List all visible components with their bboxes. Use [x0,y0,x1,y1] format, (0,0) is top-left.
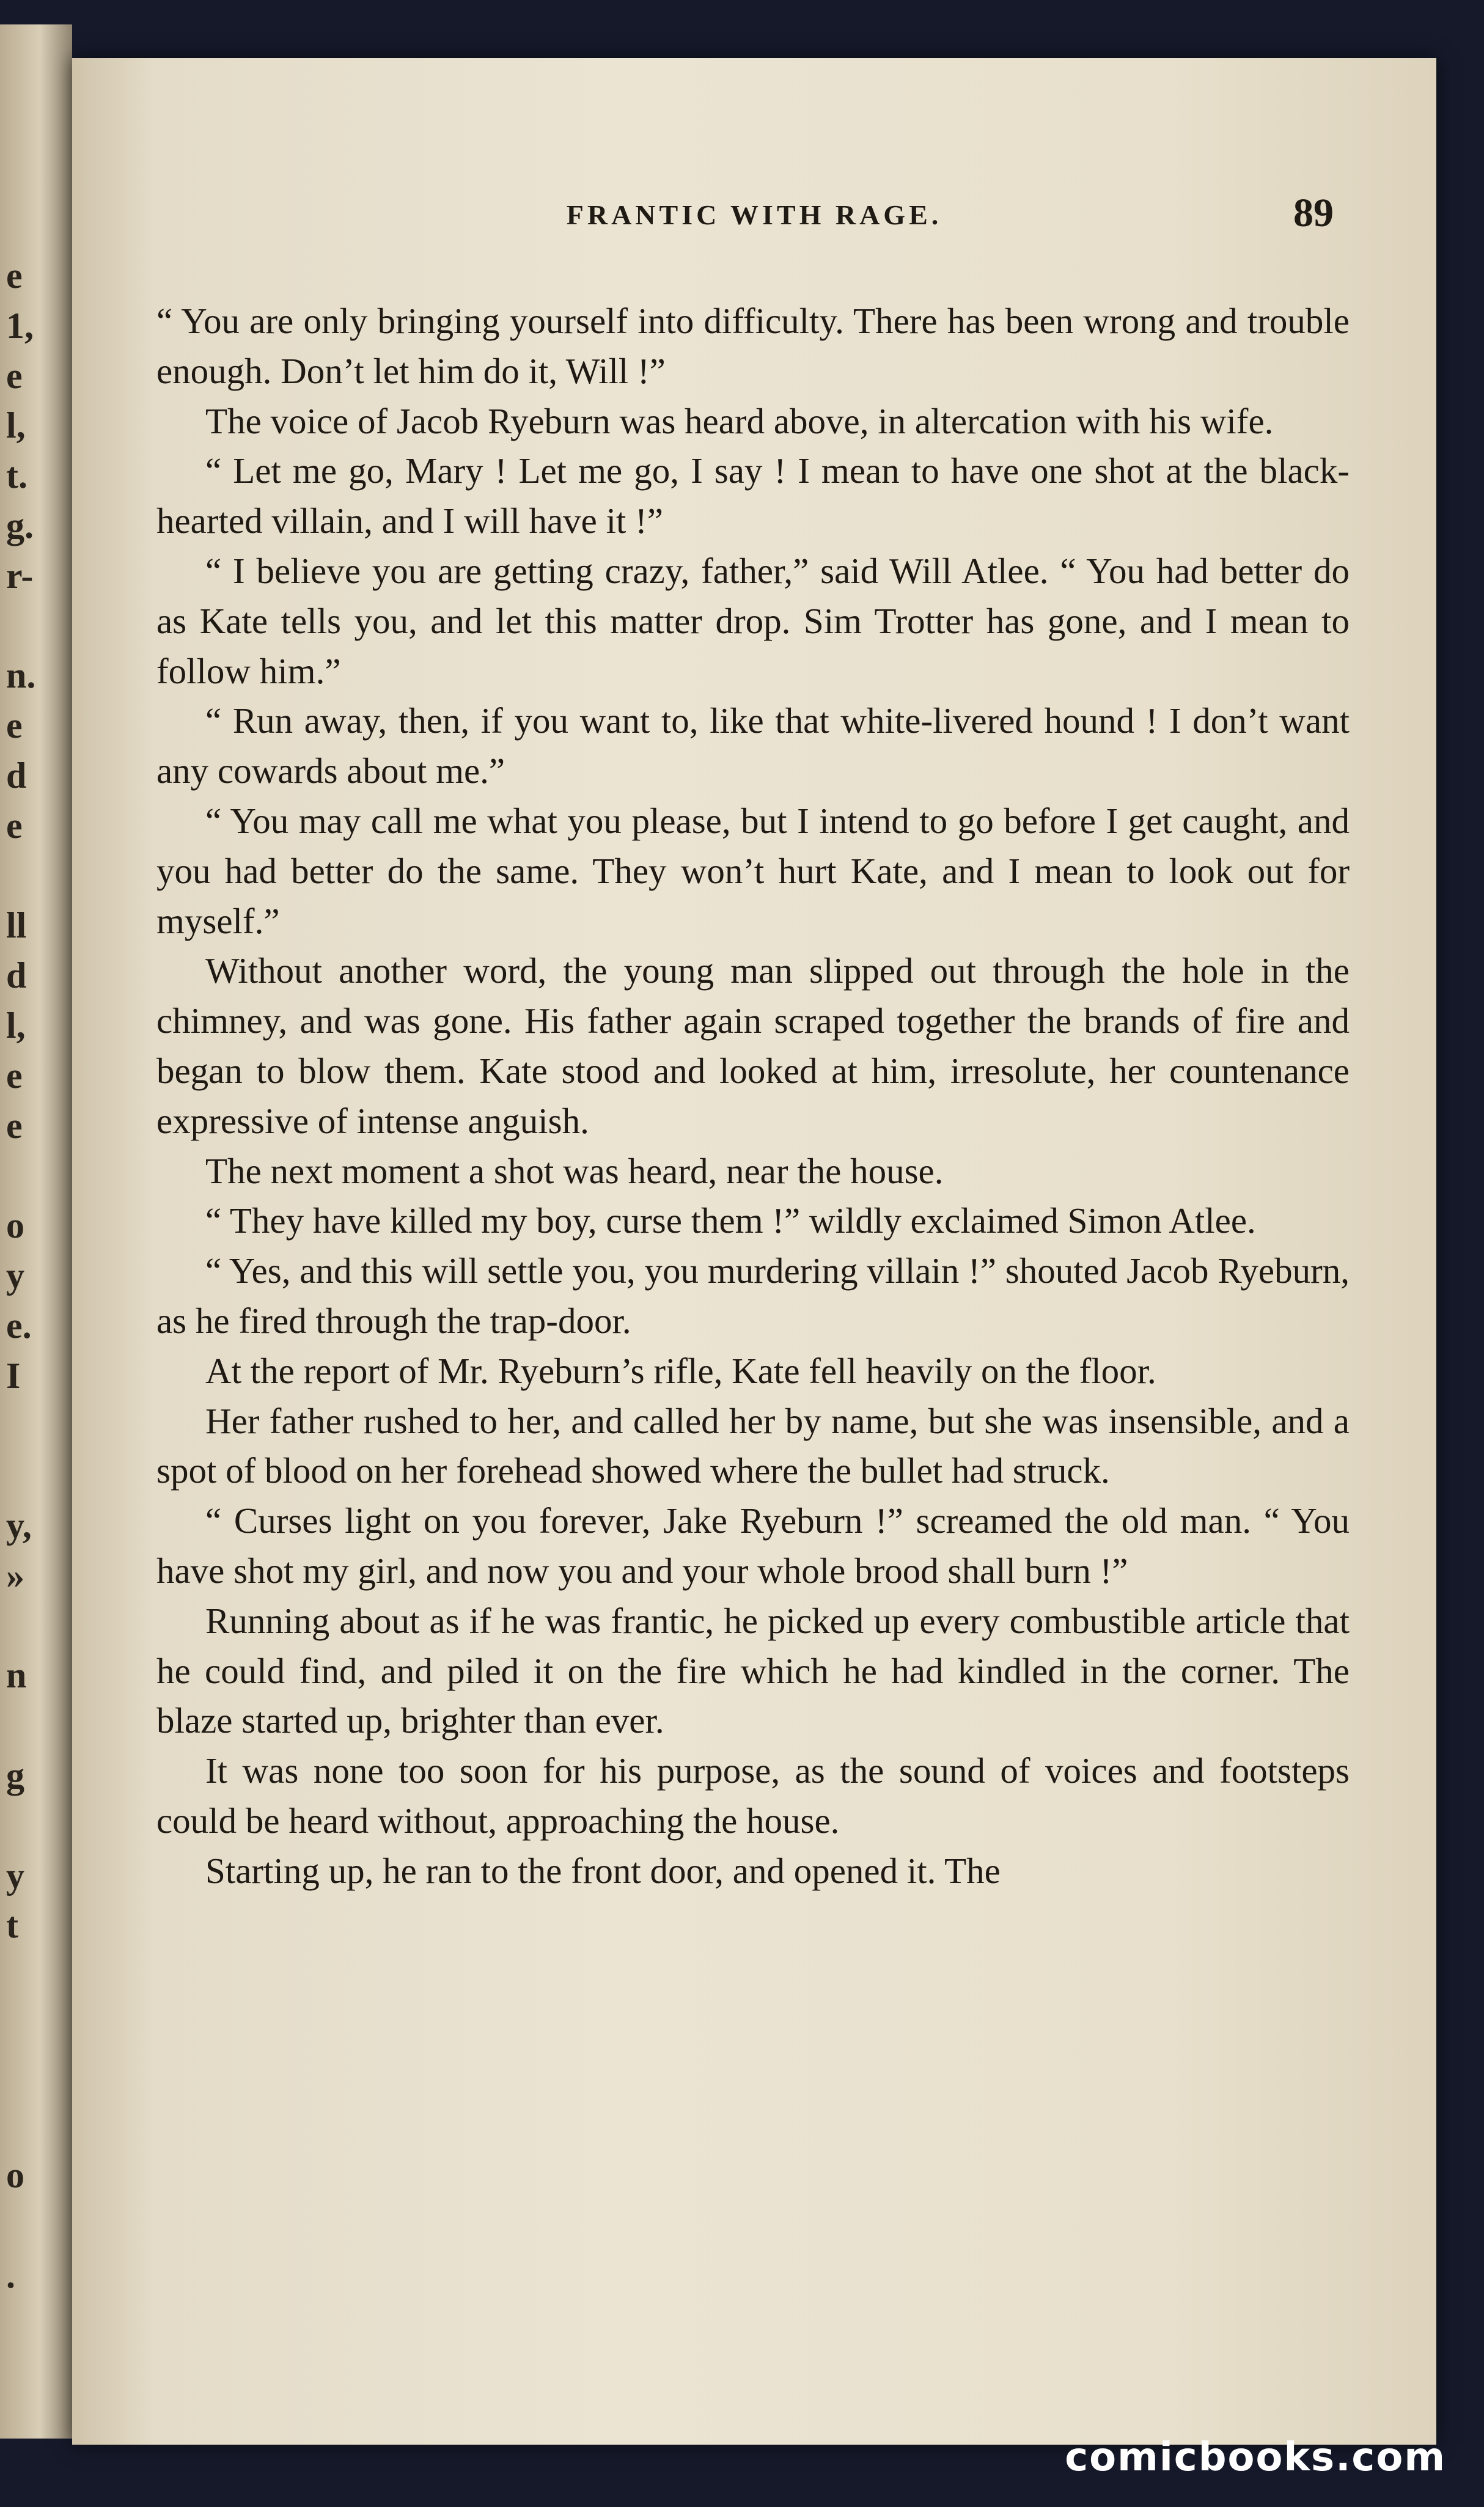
facing-page-fragment: y, [6,1505,32,1546]
facing-page-fragment: e [6,1105,23,1146]
facing-page-fragment: y [6,1255,24,1296]
book-page [72,58,1436,2445]
paragraph: “ Curses light on you forever, Jake Ryeburn !” screamed the old man. “ You have shot my girl, and now you and your whole brood shall burn !” [156,1500,1350,1591]
facing-page-fragment: » [6,1555,24,1596]
facing-page-fragment: ll [6,905,27,946]
facing-page-fragment: t [6,1905,18,1946]
page-header [72,191,1436,254]
paragraph: The next moment a shot was heard, near the house. [205,1150,944,1191]
facing-page-fragment: I [6,1355,21,1396]
facing-page-fragment: e [6,255,23,296]
paragraph: The voice of Jacob Ryeburn was heard above, in altercation with his wife. [205,400,1274,441]
facing-page-fragment: e [6,805,23,846]
facing-page-fragment: y [6,1855,24,1896]
paragraph: Starting up, he ran to the front door, and opened it. The [205,1850,1001,1891]
facing-page-fragment: e. [6,1305,32,1346]
paragraph: “ I believe you are getting crazy, father,” said Will Atlee. “ You had better do as Kate tells you, and let this matter drop. Sim Trotter has gone, and I mean to follow him.” [156,550,1350,691]
running-head: FRANTIC WITH RAGE. [566,199,942,230]
page-number: 89 [1293,191,1334,235]
facing-page-fragment: e [6,355,23,396]
facing-page-fragment: n [6,1655,27,1696]
paragraph: Running about as if he was frantic, he picked up every combustible article that he could find, and piled it on the fire which he had kindled in the corner. The blaze started up, brighter than ever. [156,1600,1350,1741]
paragraph: Without another word, the young man slipped out through the hole in the chimney, and was gone. His father again scraped together the brands of fire and began to blow them. Kate stood and looked at him, irresolute, her countenance expressive of intense anguish. [156,950,1350,1141]
facing-page-fragment: e [6,1055,23,1096]
facing-page-fragment: e [6,705,23,746]
facing-page-fragment: r- [6,555,34,596]
facing-page-fragment: d [6,955,27,996]
paragraph: “ Yes, and this will settle you, you murdering villain !” shouted Jacob Ryeburn, as he fired through the trap-door. [156,1250,1350,1341]
paragraph: “ You are only bringing yourself into difficulty. There has been wrong and trouble enough. Don’t let him do it, Will !” [156,301,1350,391]
facing-page-fragment: n. [6,655,36,696]
facing-page-fragment: t. [6,455,28,496]
paragraph: “ Let me go, Mary ! Let me go, I say ! I mean to have one shot at the black-hearted villain, and I will have it !” [156,450,1350,541]
paragraph: At the report of Mr. Ryeburn’s rifle, Kate fell heavily on the floor. [205,1350,1156,1391]
facing-page-fragment: g [6,1755,24,1796]
facing-page-edge [0,24,72,2439]
paragraph: “ They have killed my boy, curse them !” wildly exclaimed Simon Atlee. [205,1200,1256,1241]
facing-page-fragment: l, [6,405,26,446]
facing-page-fragment: 1, [6,305,34,346]
paragraph: Her father rushed to her, and called her by name, but she was insensible, and a spot of blood on her forehead showed where the bullet had struck. [156,1400,1350,1491]
facing-page-fragment: o [6,1205,24,1246]
watermark: comicbooks.com [1065,2435,1446,2480]
facing-page-fragment: l, [6,1005,26,1046]
facing-page-fragment: o [6,2155,24,2196]
facing-page-fragment: d [6,755,27,796]
body-text [156,296,1350,1896]
facing-page-fragment: . [6,2255,15,2296]
facing-page-fragment: g. [6,505,34,546]
paragraph: It was none too soon for his purpose, as the sound of voices and footsteps could be heard without, approaching the house. [156,1750,1350,1841]
paragraph: “ You may call me what you please, but I intend to go before I get caught, and you had better do the same. They won’t hurt Kate, and I mean to look out for myself.” [156,800,1350,941]
paragraph: “ Run away, then, if you want to, like that white-livered hound ! I don’t want any cowards about me.” [156,700,1350,791]
